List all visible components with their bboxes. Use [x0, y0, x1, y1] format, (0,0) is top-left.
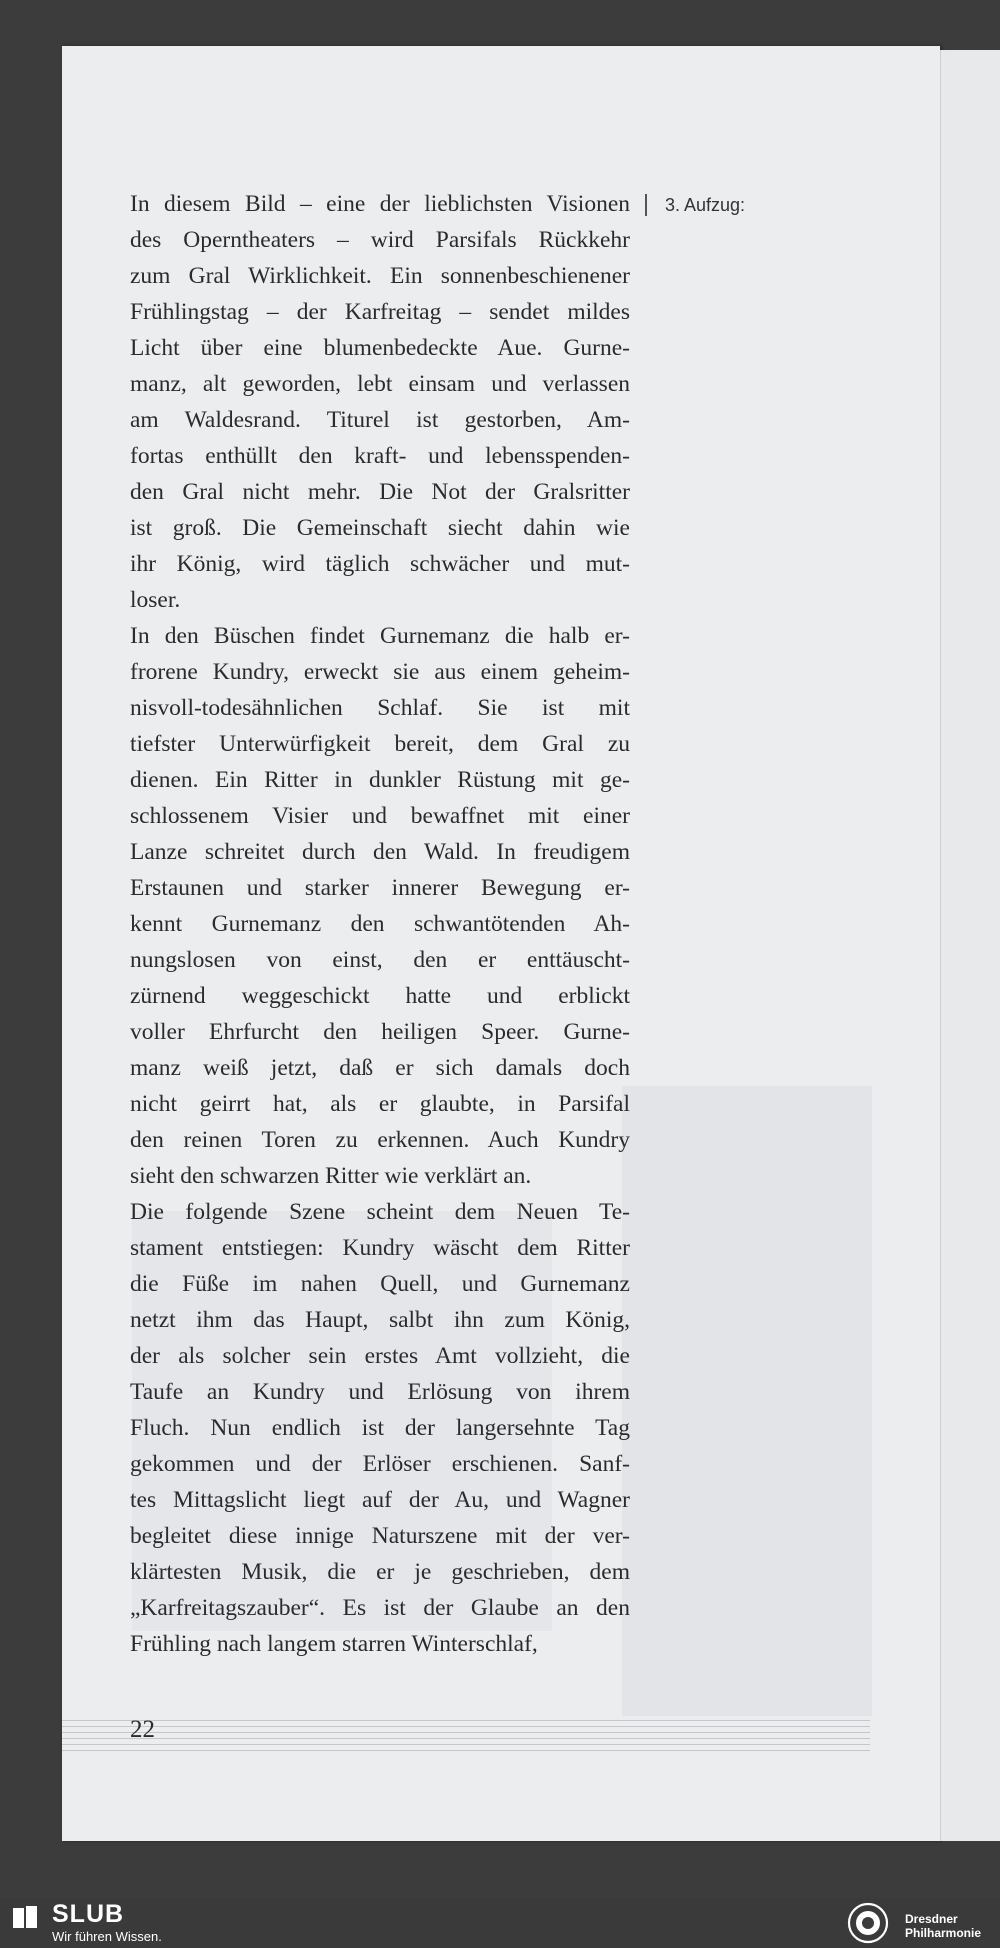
- text-line: netzt ihm das Haupt, salbt ihn zum König,: [130, 1307, 630, 1333]
- philharmonie-logo-icon[interactable]: [842, 1901, 894, 1945]
- text-line: zum Gral Wirklichkeit. Ein sonnenbeschienener: [130, 263, 630, 289]
- text-line: Licht über eine blumenbedeckte Aue. Gurne-: [130, 335, 630, 361]
- partner-name-line1: Dresdner: [905, 1912, 958, 1926]
- text-line: nisvoll-todesähnlichen Schlaf. Sie ist mit: [130, 695, 630, 721]
- text-line: den reinen Toren zu erkennen. Auch Kundry: [130, 1127, 630, 1153]
- paragraph: [130, 186, 630, 618]
- next-page-edge: [940, 50, 1000, 1841]
- text-line: klärtesten Musik, die er je geschrieben, dem: [130, 1559, 630, 1585]
- text-line: Taufe an Kundry und Erlösung von ihrem: [130, 1379, 630, 1405]
- footer-rule: [62, 1750, 870, 1751]
- text-line: „Karfreitagszauber“. Es ist der Glaube an den: [130, 1595, 630, 1621]
- footer-rule: [62, 1738, 870, 1739]
- text-line: der als solcher sein erstes Amt vollzieht, die: [130, 1343, 630, 1369]
- text-line: dienen. Ein Ritter in dunkler Rüstung mit ge-: [130, 767, 630, 793]
- text-line: tiefster Unterwürfigkeit bereit, dem Gral zu: [130, 731, 630, 757]
- bleed-through-block: [622, 1086, 872, 1716]
- margin-note-label: 3. Aufzug:: [665, 194, 746, 215]
- footer-rule: [62, 1744, 870, 1745]
- text-line: nicht geirrt hat, als er glaubte, in Parsifal: [130, 1091, 630, 1117]
- text-line: Frühling nach langem starren Winterschlaf,: [130, 1631, 538, 1657]
- text-line: zürnend weggeschickt hatte und erblickt: [130, 983, 630, 1009]
- text-line: den Gral nicht mehr. Die Not der Gralsritter: [130, 479, 630, 505]
- text-line: fortas enthüllt den kraft- und lebensspenden-: [130, 443, 630, 469]
- text-line: Lanze schreitet durch den Wald. In freudigem: [130, 839, 630, 865]
- text-line: manz weiß jetzt, daß er sich damals doch: [130, 1055, 630, 1081]
- paragraph: [130, 1194, 630, 1662]
- margin-note-bar: [645, 194, 647, 216]
- text-line: Erstaunen und starker innerer Bewegung er-: [130, 875, 630, 901]
- text-line: manz, alt geworden, lebt einsam und verlassen: [130, 371, 630, 397]
- text-line: ihr König, wird täglich schwächer und mut-: [130, 551, 630, 577]
- footer-rule: [62, 1726, 870, 1727]
- text-line: kennt Gurnemanz den schwantötenden Ah-: [130, 911, 630, 937]
- library-tagline: Wir führen Wissen.: [52, 1929, 162, 1944]
- page-number: 22: [130, 1716, 155, 1743]
- text-line: tes Mittagslicht liegt auf der Au, und Wagner: [130, 1487, 630, 1513]
- text-line: voller Ehrfurcht den heiligen Speer. Gurne-: [130, 1019, 630, 1045]
- text-line: In diesem Bild – eine der lieblichsten Visionen: [130, 191, 630, 217]
- text-line: Die folgende Szene scheint dem Neuen Te-: [130, 1199, 630, 1225]
- text-line: Frühlingstag – der Karfreitag – sendet mildes: [130, 299, 630, 325]
- text-line: die Füße im nahen Quell, und Gurnemanz: [130, 1271, 630, 1297]
- text-line: gekommen und der Erlöser erschienen. Sanf-: [130, 1451, 630, 1477]
- margin-note: [645, 194, 745, 216]
- text-line: schlossenem Visier und bewaffnet mit einer: [130, 803, 630, 829]
- text-line: nungslosen von einst, den er enttäuscht-: [130, 947, 630, 973]
- text-line: loser.: [130, 587, 181, 613]
- text-line: am Waldesrand. Titurel ist gestorben, Am-: [130, 407, 630, 433]
- body-text: [130, 186, 630, 1662]
- slub-logo-icon[interactable]: [12, 1905, 38, 1931]
- text-line: stament entstiegen: Kundry wäscht dem Ritter: [130, 1235, 630, 1261]
- partner-name-line2: Philharmonie: [905, 1926, 982, 1940]
- text-line: In den Büschen findet Gurnemanz die halb er-: [130, 623, 630, 649]
- text-line: frorene Kundry, erweckt sie aus einem geheim-: [130, 659, 630, 685]
- library-name[interactable]: SLUB: [52, 1900, 125, 1928]
- text-line: Fluch. Nun endlich ist der langersehnte Tag: [130, 1415, 630, 1441]
- footer-rule: [62, 1720, 870, 1721]
- text-line: sieht den schwarzen Ritter wie verklärt an.: [130, 1163, 532, 1189]
- text-line: des Operntheaters – wird Parsifals Rückkehr: [130, 227, 630, 253]
- text-line: begleitet diese innige Naturszene mit der ver-: [130, 1523, 630, 1549]
- footer-rule: [62, 1732, 870, 1733]
- text-line: ist groß. Die Gemeinschaft siecht dahin wie: [130, 515, 630, 541]
- paragraph: [130, 618, 630, 1194]
